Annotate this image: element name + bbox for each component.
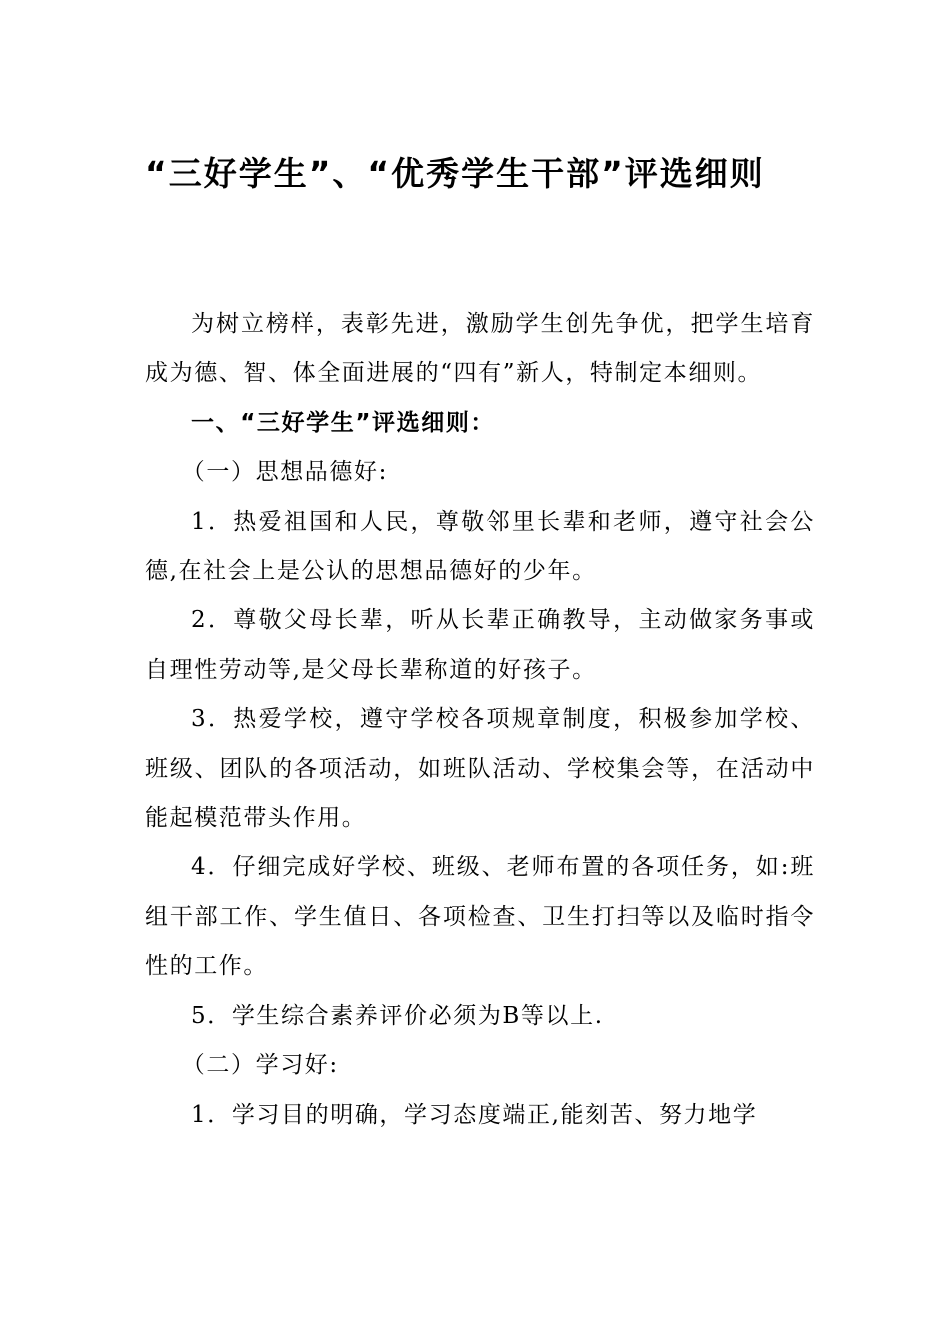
intro-paragraph: 为树立榜样，表彰先进，激励学生创先争优，把学生培育成为德、智、体全面进展的“四有”新人，特制定本细则。	[145, 311, 815, 387]
list-item-2: 2．尊敬父母长辈，听从长辈正确教导，主动做家务事或自理性劳动等,是父母长辈称道的好孩子。	[145, 607, 815, 683]
list-item-5: 5．学生综合素养评价必须为B等以上.	[191, 1002, 604, 1029]
document-title: “三好学生”、“优秀学生干部”评选细则	[145, 154, 765, 193]
list-item-1: 1．热爱祖国和人民，尊敬邻里长辈和老师，遵守社会公德,在社会上是公认的思想品德好的少年。	[145, 508, 815, 585]
subsection-heading-1: （一）思想品德好:	[181, 459, 388, 486]
section-heading-1: 一、“三好学生”评选细则：	[191, 409, 496, 436]
list-item-6: 1．学习目的明确，学习态度端正,能刻苦、努力地学	[191, 1101, 758, 1128]
subsection-heading-2: （二）学习好:	[181, 1052, 339, 1079]
list-item-4: 4．仔细完成好学校、班级、老师布置的各项任务，如:班组干部工作、学生值日、各项检查、卫生打扫等以及临时指令性的工作。	[145, 854, 815, 980]
list-item-3: 3．热爱学校，遵守学校各项规章制度，积极参加学校、班级、团队的各项活动，如班队活动、学校集会等，在活动中能起模范带头作用。	[145, 706, 815, 832]
document-body	[145, 300, 815, 1140]
